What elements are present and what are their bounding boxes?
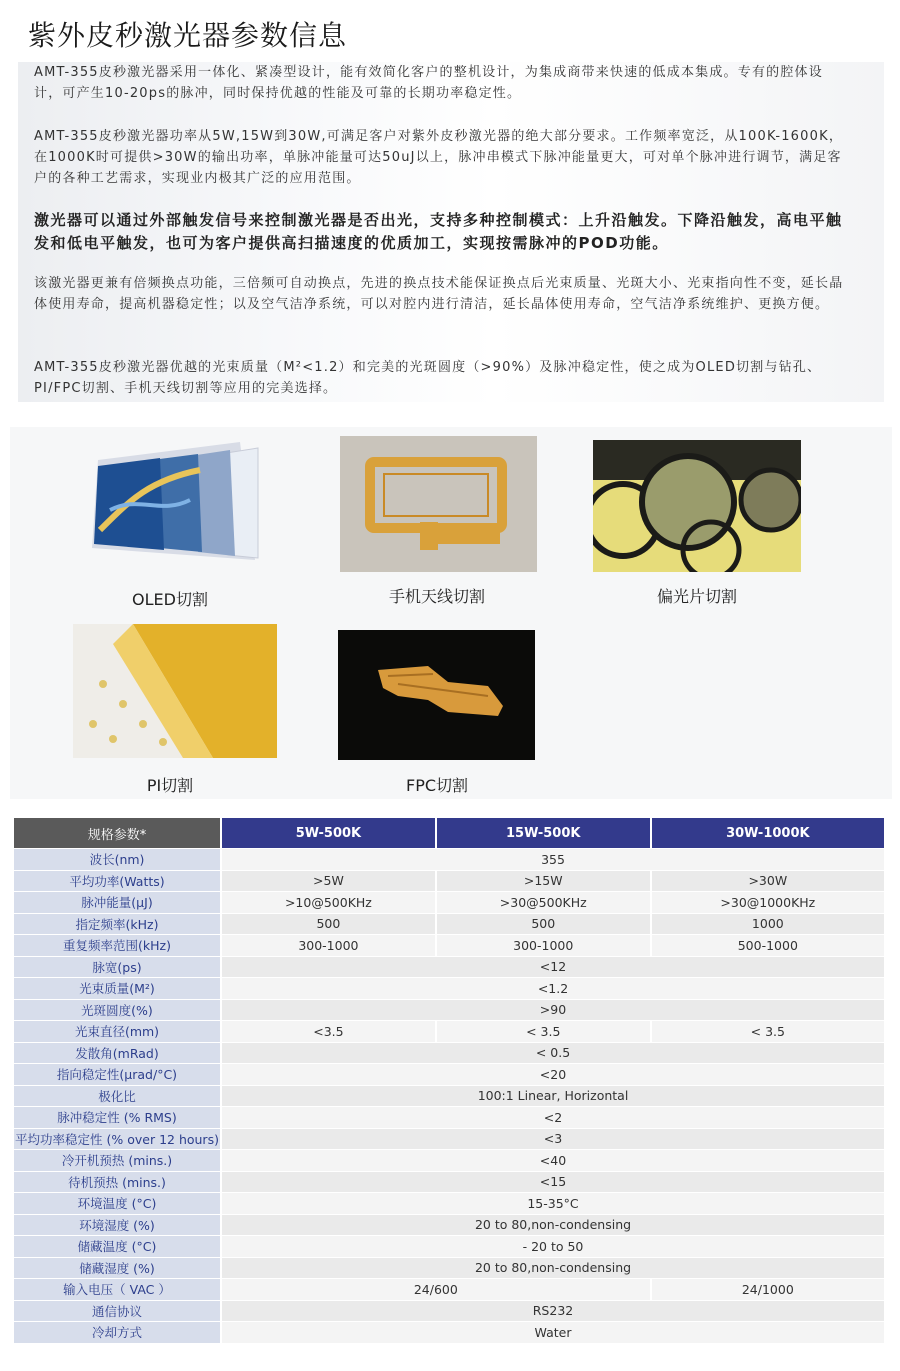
spec-label: 冷开机预热 (mins.)	[14, 1150, 220, 1171]
spec-value: 355	[222, 849, 884, 870]
table-row	[14, 1258, 884, 1279]
intro-paragraph-5: AMT-355皮秒激光器优越的光束质量（M²<1.2）和完美的光斑圆度（>90%）及脉冲稳定性，使之成为OLED切割与钻孔、PI/FPC切割、手机天线切割等应用的完美选择。	[34, 360, 822, 396]
table-row	[14, 1129, 884, 1150]
table-row	[14, 1172, 884, 1193]
spec-value: 1000	[652, 914, 884, 935]
spec-value: >30@1000KHz	[652, 892, 884, 913]
spec-value: >15W	[437, 871, 650, 892]
spec-label: 指向稳定性(μrad/°C)	[14, 1064, 220, 1085]
spec-value: < 3.5	[437, 1021, 650, 1042]
spec-label: 脉宽(ps)	[14, 957, 220, 978]
table-row	[14, 1215, 884, 1236]
spec-table-body	[14, 849, 884, 1343]
spec-header-5w: 5W-500K	[222, 818, 435, 848]
spec-label: 输入电压（ VAC ）	[14, 1279, 220, 1300]
spec-value: < 3.5	[652, 1021, 884, 1042]
spec-label: 指定频率(kHz)	[14, 914, 220, 935]
spec-value: <3	[222, 1129, 884, 1150]
spec-label: 冷却方式	[14, 1322, 220, 1343]
caption-pi: PI切割	[146, 776, 194, 795]
page-title: 紫外皮秒激光器参数信息	[28, 19, 348, 52]
spec-table	[12, 817, 886, 1344]
spec-value: 500-1000	[652, 935, 884, 956]
spec-label: 平均功率稳定性 (% over 12 hours)	[14, 1129, 220, 1150]
spec-value: 20 to 80,non-condensing	[222, 1258, 884, 1279]
spec-value: <15	[222, 1172, 884, 1193]
spec-label: 脉冲稳定性 (% RMS)	[14, 1107, 220, 1128]
polarizer-discs-image	[593, 440, 801, 572]
spec-label: 发散角(mRad)	[14, 1043, 220, 1064]
spec-value: >30W	[652, 871, 884, 892]
spec-label: 光束质量(M²)	[14, 978, 220, 999]
table-row	[14, 1236, 884, 1257]
antenna-coil-image	[340, 436, 537, 572]
intro-paragraph-1: AMT-355皮秒激光器采用一体化、紧凑型设计，能有效简化客户的整机设计，为集成商带来快速的低成本集成。专有的腔体设计，可产生10-20ps的脉冲，同时保持优越的性能及可靠的长期功率稳定性。	[34, 65, 823, 101]
spec-label: 光斑圆度(%)	[14, 1000, 220, 1021]
oled-panel-image	[90, 440, 260, 568]
spec-label: 环境温度 (°C)	[14, 1193, 220, 1214]
spec-value: >30@500KHz	[437, 892, 650, 913]
table-row	[14, 1322, 884, 1343]
table-row	[14, 1021, 884, 1042]
intro-paragraph-4: 该激光器更兼有倍频换点功能，三倍频可自动换点，先进的换点技术能保证换点后光束质量、光斑大小、光束指向性不变，延长晶体使用寿命，提高机器稳定性；以及空气洁净系统，可以对腔内进行清洁，延长晶体使用寿命，空气洁净系统维护、更换方便。	[34, 276, 844, 312]
table-row	[14, 914, 884, 935]
spec-label: 极化比	[14, 1086, 220, 1107]
spec-value: 24/600	[222, 1279, 650, 1300]
table-row	[14, 892, 884, 913]
spec-label: 储藏温度 (°C)	[14, 1236, 220, 1257]
spec-header-15w: 15W-500K	[437, 818, 650, 848]
table-row	[14, 957, 884, 978]
table-row	[14, 1064, 884, 1085]
spec-value: <12	[222, 957, 884, 978]
spec-label: 储藏湿度 (%)	[14, 1258, 220, 1279]
spec-value: < 0.5	[222, 1043, 884, 1064]
spec-header-param: 规格参数*	[14, 818, 220, 848]
table-row	[14, 1279, 884, 1300]
spec-value: <1.2	[222, 978, 884, 999]
spec-label: 脉冲能量(μJ)	[14, 892, 220, 913]
spec-label: 通信协议	[14, 1301, 220, 1322]
table-row	[14, 1107, 884, 1128]
spec-value: 500	[437, 914, 650, 935]
table-row	[14, 871, 884, 892]
spec-value: <40	[222, 1150, 884, 1171]
spec-value: >5W	[222, 871, 435, 892]
spec-value: 20 to 80,non-condensing	[222, 1215, 884, 1236]
caption-fpc: FPC切割	[405, 776, 469, 795]
spec-value: 500	[222, 914, 435, 935]
intro-paragraph-3: 激光器可以通过外部触发信号来控制激光器是否出光，支持多种控制模式：上升沿触发。下降沿触发，高电平触发和低电平触发，也可为客户提供高扫描速度的优质加工，实现按需脉冲的POD功能。	[34, 211, 843, 252]
spec-value: 24/1000	[652, 1279, 884, 1300]
table-row	[14, 1150, 884, 1171]
spec-value: >90	[222, 1000, 884, 1021]
caption-oled: OLED切割	[132, 590, 208, 609]
spec-value: - 20 to 50	[222, 1236, 884, 1257]
spec-value: 15-35°C	[222, 1193, 884, 1214]
intro-paragraph-2: AMT-355皮秒激光器功率从5W,15W到30W,可满足客户对紫外皮秒激光器的绝大部分要求。工作频率宽泛，从100K-1600K，在1000K时可提供>30W的输出功率，单脉冲能量可达50uJ以上，脉冲串模式下脉冲能量更大，可对单个脉冲进行调节，满足客户的各种工艺需求，实现业内极其广泛的应用范围。	[34, 129, 844, 186]
spec-header-row	[14, 818, 884, 848]
fpc-circuit-image	[338, 630, 535, 760]
pi-film-image	[73, 624, 277, 758]
table-row	[14, 1000, 884, 1021]
spec-label: 环境湿度 (%)	[14, 1215, 220, 1236]
spec-value: RS232	[222, 1301, 884, 1322]
spec-header-30w: 30W-1000K	[652, 818, 884, 848]
spec-label: 波长(nm)	[14, 849, 220, 870]
spec-label: 待机预热 (mins.)	[14, 1172, 220, 1193]
spec-label: 平均功率(Watts)	[14, 871, 220, 892]
spec-label: 重复频率范围(kHz)	[14, 935, 220, 956]
spec-label: 光束直径(mm)	[14, 1021, 220, 1042]
spec-value: >10@500KHz	[222, 892, 435, 913]
spec-value: <20	[222, 1064, 884, 1085]
table-row	[14, 935, 884, 956]
table-row	[14, 1301, 884, 1322]
caption-antenna: 手机天线切割	[388, 587, 485, 606]
spec-value: Water	[222, 1322, 884, 1343]
spec-value: 300-1000	[437, 935, 650, 956]
spec-value: <3.5	[222, 1021, 435, 1042]
spec-value: <2	[222, 1107, 884, 1128]
table-row	[14, 1193, 884, 1214]
table-row	[14, 1086, 884, 1107]
table-row	[14, 849, 884, 870]
table-row	[14, 1043, 884, 1064]
caption-polarizer: 偏光片切割	[656, 587, 737, 606]
table-row	[14, 978, 884, 999]
spec-value: 100:1 Linear, Horizontal	[222, 1086, 884, 1107]
spec-value: 300-1000	[222, 935, 435, 956]
